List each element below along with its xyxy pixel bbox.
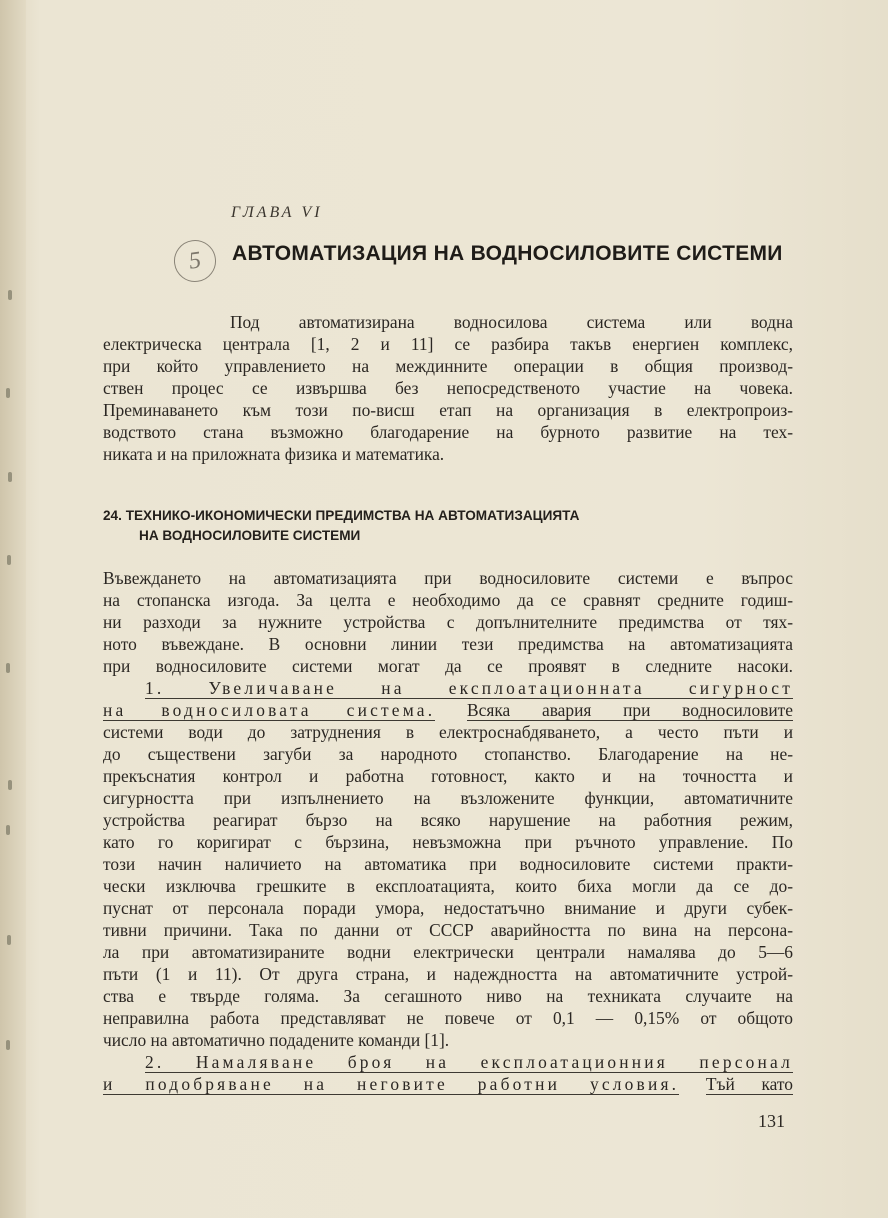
text-line: устройства реагират бързо на всяко нарушение на работния режим,: [103, 810, 793, 830]
text-line: ното въвеждане. В основни линии тези предимства на автоматизацията: [103, 634, 793, 654]
section-heading: [103, 506, 793, 546]
text-line: число на автоматично подадените команди [1].: [103, 1030, 450, 1050]
text-line: като го коригират с бързина, невъзможна при ръчното управление. По: [103, 832, 793, 852]
scan-speck: [6, 388, 10, 398]
text-line: сигурността при изпълнението на възложените функции, автоматичните: [103, 788, 793, 808]
scan-speck: [7, 555, 11, 565]
section-title-line1: ТЕХНИКО-ИКОНОМИЧЕСКИ ПРЕДИМСТВА НА АВТОМАТИЗАЦИЯТА: [125, 508, 580, 523]
text-line: ни разходи за нужните устройства с допълнителните предимства от тях-: [103, 612, 793, 632]
text-line: на стопанска изгода. За целта е необходимо да се сравнят средните годиш-: [103, 590, 793, 610]
text-line: Под автоматизирана водносилова система или водна: [230, 312, 793, 332]
item-2-heading: [103, 1052, 793, 1072]
text-line: пуснат от персонала поради умора, недостатъчно внимание и други субек-: [103, 898, 793, 918]
item-1-heading: [103, 678, 793, 698]
text-line: никата и на приложната физика и математика.: [103, 444, 445, 464]
text-line: до съществени загуби за народното стопанство. Благодарение на не-: [103, 744, 793, 764]
section-number: 24.: [103, 508, 122, 523]
text-line: системи води до затруднения в електроснабдяването, а често пъти и: [103, 722, 793, 742]
scan-speck: [6, 1040, 10, 1050]
text-line: ства е твърде голяма. За сегашното ниво на техниката случаите на: [103, 986, 793, 1006]
page-number: 131: [758, 1111, 785, 1131]
text-line: тивни причини. Така по данни от СССР аварийността по вина на персона-: [103, 920, 793, 940]
scan-speck: [8, 780, 12, 790]
scan-speck: [8, 472, 12, 482]
text-line: чески изключва грешките в експлоатацията, които биха могли да се до-: [103, 876, 793, 896]
chapter-title: АВТОМАТИЗАЦИЯ НА ВОДНОСИЛОВИТЕ СИСТЕМИ: [232, 242, 783, 265]
item-2-heading-a: 2. Намаляване броя на експлоатационния персонал: [145, 1052, 793, 1072]
text-line: прекъснатия контрол и работна готовност, както и на точността и: [103, 766, 793, 786]
scan-speck: [6, 825, 10, 835]
text-line: неправилна работа представляват не повече от 0,1 — 0,15% от общото: [103, 1008, 793, 1028]
scan-speck: [6, 663, 10, 673]
item-1-line1-rest: Всяка авария при водносиловите: [467, 700, 793, 720]
text-line: [103, 700, 793, 720]
text-line: пъти (1 и 11). От друга страна, и надеждността на автоматичните устрой-: [103, 964, 793, 984]
text-line: Въвеждането на автоматизацията при водносиловите системи е въпрос: [103, 568, 793, 588]
item-1-heading-a: 1. Увеличаване на експлоатационната сигурност: [145, 678, 793, 698]
text-line: водството стана възможно благодарение на бурното развитие на тех-: [103, 422, 793, 442]
handwritten-page-mark: 5: [171, 237, 218, 284]
scan-speck: [8, 290, 12, 300]
section-title-line2: НА ВОДНОСИЛОВИТЕ СИСТЕМИ: [139, 528, 361, 543]
text-line: ла при автоматизираните водни електрически централи намалява до 5—6: [103, 942, 793, 962]
text-line: този начин наличието на автоматика при водносиловите системи практи-: [103, 854, 793, 874]
text-line: ствен процес се извършва без непосредственото участие на човека.: [103, 378, 793, 398]
item-2-heading-b: и подобряване на неговите работни условия.: [103, 1074, 680, 1094]
item-1-heading-b: на водносиловата система.: [103, 700, 436, 720]
page-binding-shadow: [0, 0, 26, 1218]
scan-speck: [7, 935, 11, 945]
text-line: Преминаването към този по-висш етап на организация в електропроиз-: [103, 400, 793, 420]
item-2-line1-rest: Тъй като: [705, 1074, 793, 1094]
text-line: [103, 1074, 793, 1094]
text-line: електрическа централа [1, 2 и 11] се разбира такъв енергиен комплекс,: [103, 334, 793, 354]
text-line: при който управлението на междинните операции в общия производ-: [103, 356, 793, 376]
text-line: при водносиловите системи могат да се проявят в следните насоки.: [103, 656, 793, 676]
chapter-label: ГЛАВА VI: [231, 204, 323, 221]
